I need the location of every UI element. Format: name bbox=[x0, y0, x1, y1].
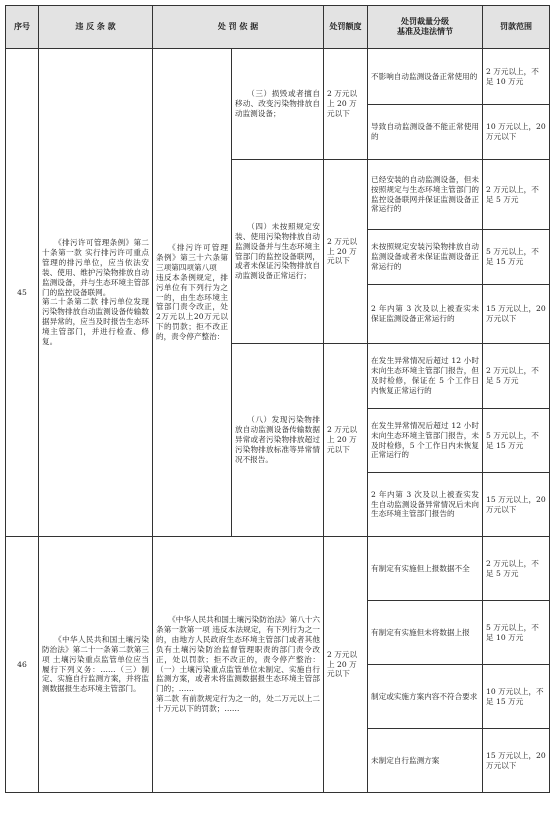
grade-description: 2 年内第 3 次及以上被查实发生自动监测设备异常情况后未向生态环境主管部门报告的 bbox=[368, 473, 483, 537]
fine-range: 2 万元以上，不足 5 万元 bbox=[483, 160, 550, 230]
fine-range: 5 万元以上，不足 15 万元 bbox=[483, 230, 550, 285]
grade-description: 导致自动监测设备不能正常使用的 bbox=[368, 105, 483, 160]
header-row bbox=[6, 6, 550, 49]
violated-clause: 《排污许可管理条例》第二十条第一款 实行排污许可重点管理的排污单位，应当依法安装、使用、维护污染物排放自动监测设备，并与生态环境主管部门的监控设备联网。 第二十条第二款 排污单位发现污染物排放自动监测设备传输数据异常的，应当及时报告生态环境主管部门，并进行检查、修复。 bbox=[39, 49, 153, 537]
fine-range: 2 万元以上，不足 5 万元 bbox=[483, 537, 550, 601]
grade-description: 2 年内第 3 次及以上被查实未保证监测设备正常运行的 bbox=[368, 285, 483, 344]
fine-range: 2 万元以上，不足 10 万元 bbox=[483, 49, 550, 105]
grade-description: 制定或实施方案内容不符合要求 bbox=[368, 665, 483, 729]
grade-description: 未按照规定安装污染物排放自动监测设备或者未保证监测设备正常运行的 bbox=[368, 230, 483, 285]
penalty-basis: 《排污许可管理条例》第三十六条第三项第四项第八项 违反本条例规定，排污单位有下列行为之一的，由生态环境主管部门责令改正，处2万元以上20万元以下的罚款；拒不改正的，责令停产整治： bbox=[153, 49, 232, 537]
fine-range: 2 万元以上，不足 5 万元 bbox=[483, 344, 550, 409]
header-amount: 处罚额度 bbox=[324, 6, 368, 49]
grade-description: 在发生异常情况后超过 12 小时未向生态环境主管部门报告，未及时检修，5 个工作日内未恢复正常运行的 bbox=[368, 409, 483, 473]
fine-range: 15 万元以上，20 万元以下 bbox=[483, 729, 550, 793]
grade-description: 在发生异常情况后超过 12 小时未向生态环境主管部门报告，但及时检修，保证在 5 个工作日内恢复正常运行的 bbox=[368, 344, 483, 409]
fine-range: 15 万元以上，20 万元以下 bbox=[483, 473, 550, 537]
fine-range: 10 万元以上，20 万元以下 bbox=[483, 105, 550, 160]
fine-range: 15 万元以上，20 万元以下 bbox=[483, 285, 550, 344]
table-row bbox=[6, 537, 550, 601]
grade-description: 不影响自动监测设备正常使用的 bbox=[368, 49, 483, 105]
penalty-item: （三）损毁或者擅自移动、改变污染物排放自动监测设备； bbox=[232, 49, 324, 160]
penalty-item: （八）发现污染物排放自动监测设备传输数据异常或者污染物排放超过污染物排放标准等异常情况不报告。 bbox=[232, 344, 324, 537]
header-clause: 违 反 条 款 bbox=[39, 6, 153, 49]
penalty-amount: 2 万元以上 20 万元以下 bbox=[324, 49, 368, 160]
fine-range: 5 万元以上，不足 15 万元 bbox=[483, 409, 550, 473]
header-basis: 处 罚 依 据 bbox=[153, 6, 324, 49]
penalty-table bbox=[5, 5, 550, 793]
header-range: 罚款范围 bbox=[483, 6, 550, 49]
header-grade: 处罚裁量分级 基准及违法情节 bbox=[368, 6, 483, 49]
fine-range: 10 万元以上，不足 15 万元 bbox=[483, 665, 550, 729]
table-row bbox=[6, 49, 550, 105]
grade-description: 有制定有实施但未将数据上报 bbox=[368, 601, 483, 665]
fine-range: 5 万元以上，不足 10 万元 bbox=[483, 601, 550, 665]
row-number: 45 bbox=[6, 49, 39, 537]
penalty-basis: 《中华人民共和国土壤污染防治法》第八十六条第一款第一项 违反本法规定，有下列行为之一的，由地方人民政府生态环境主管部门或者其他负有土壤污染防治监督管理职责的部门责令改正，处以罚款；拒不改正的，责令停产整治：（一）土壤污染重点监管单位未制定、实施自行监测方案，或者未将监测数据报生态环境主管部门的；…… 第二款 有前款规定行为之一的，处二万元以上二十万元以下的罚款；…… bbox=[153, 537, 324, 793]
penalty-item: （四）未按照规定安装、使用污染物排放自动监测设备并与生态环境主管部门的监控设备联网，或者未保证污染物排放自动监测设备正常运行； bbox=[232, 160, 324, 344]
row-number: 46 bbox=[6, 537, 39, 793]
grade-description: 未制定自行监测方案 bbox=[368, 729, 483, 793]
header-no: 序号 bbox=[6, 6, 39, 49]
grade-description: 已经安装的自动监测设备，但未按照规定与生态环境主管部门的监控设备联网并保证监测设备正常运行的 bbox=[368, 160, 483, 230]
violated-clause: 《中华人民共和国土壤污染防治法》第二十一条第二款第三项 土壤污染重点监管单位应当履行下列义务：……（三）制定、实施自行监测方案，并将监测数据报生态环境主管部门。 bbox=[39, 537, 153, 793]
penalty-amount: 2 万元以上 20 万元以下 bbox=[324, 344, 368, 537]
penalty-amount: 2 万元以上 20 万元以下 bbox=[324, 160, 368, 344]
penalty-amount: 2 万元以上 20 万元以下 bbox=[324, 537, 368, 793]
grade-description: 有制定有实施但上报数据不全 bbox=[368, 537, 483, 601]
